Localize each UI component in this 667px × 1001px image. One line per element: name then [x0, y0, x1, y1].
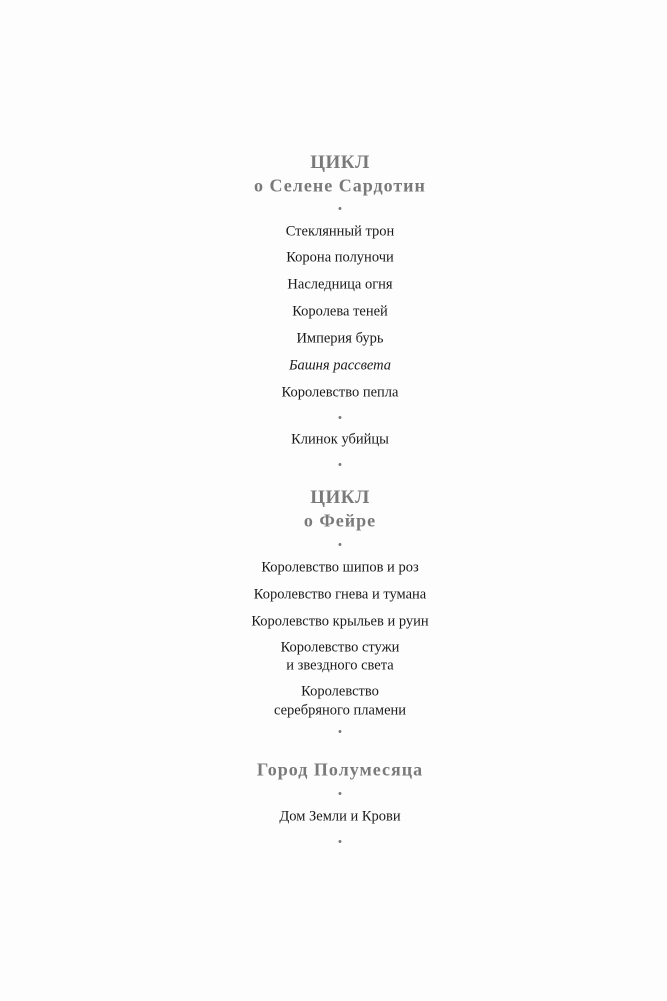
book-title: Королевство гнева и тумана — [253, 586, 427, 603]
separator-dot: • — [337, 727, 343, 739]
book-title: Дом Земли и Крови — [279, 808, 401, 825]
separator-dot: • — [337, 540, 343, 552]
book-title: Королевство стужи — [280, 639, 400, 656]
book-title: Башня рассвета — [288, 357, 392, 374]
book-title-line2: и звездного света — [286, 657, 394, 674]
separator-dot: • — [337, 789, 343, 801]
book-title: Наследница огня — [287, 276, 393, 293]
book-title: Королевство — [301, 683, 379, 700]
section-subtitle: о Фейре — [303, 510, 377, 531]
book-title: Корона полуночи — [286, 249, 394, 266]
separator-dot: • — [337, 837, 343, 849]
separator-dot: • — [337, 204, 343, 216]
separator-dot: • — [337, 460, 343, 472]
section-title: ЦИКЛ — [310, 152, 370, 173]
section-title: Город Полумесяца — [256, 759, 424, 780]
book-title-line2: серебряного пламени — [273, 702, 407, 719]
section-subtitle: о Селене Сардотин — [254, 175, 426, 196]
section-title: ЦИКЛ — [310, 487, 370, 508]
book-title: Клинок убийцы — [291, 431, 389, 448]
book-title: Королева теней — [292, 303, 388, 320]
book-title: Стеклянный трон — [285, 223, 395, 240]
book-title: Королевство пепла — [281, 384, 399, 401]
book-title: Королевство шипов и роз — [261, 559, 419, 576]
book-title: Империя бурь — [296, 330, 384, 347]
book-title: Королевство крыльев и руин — [251, 613, 429, 630]
separator-dot: • — [337, 413, 343, 425]
